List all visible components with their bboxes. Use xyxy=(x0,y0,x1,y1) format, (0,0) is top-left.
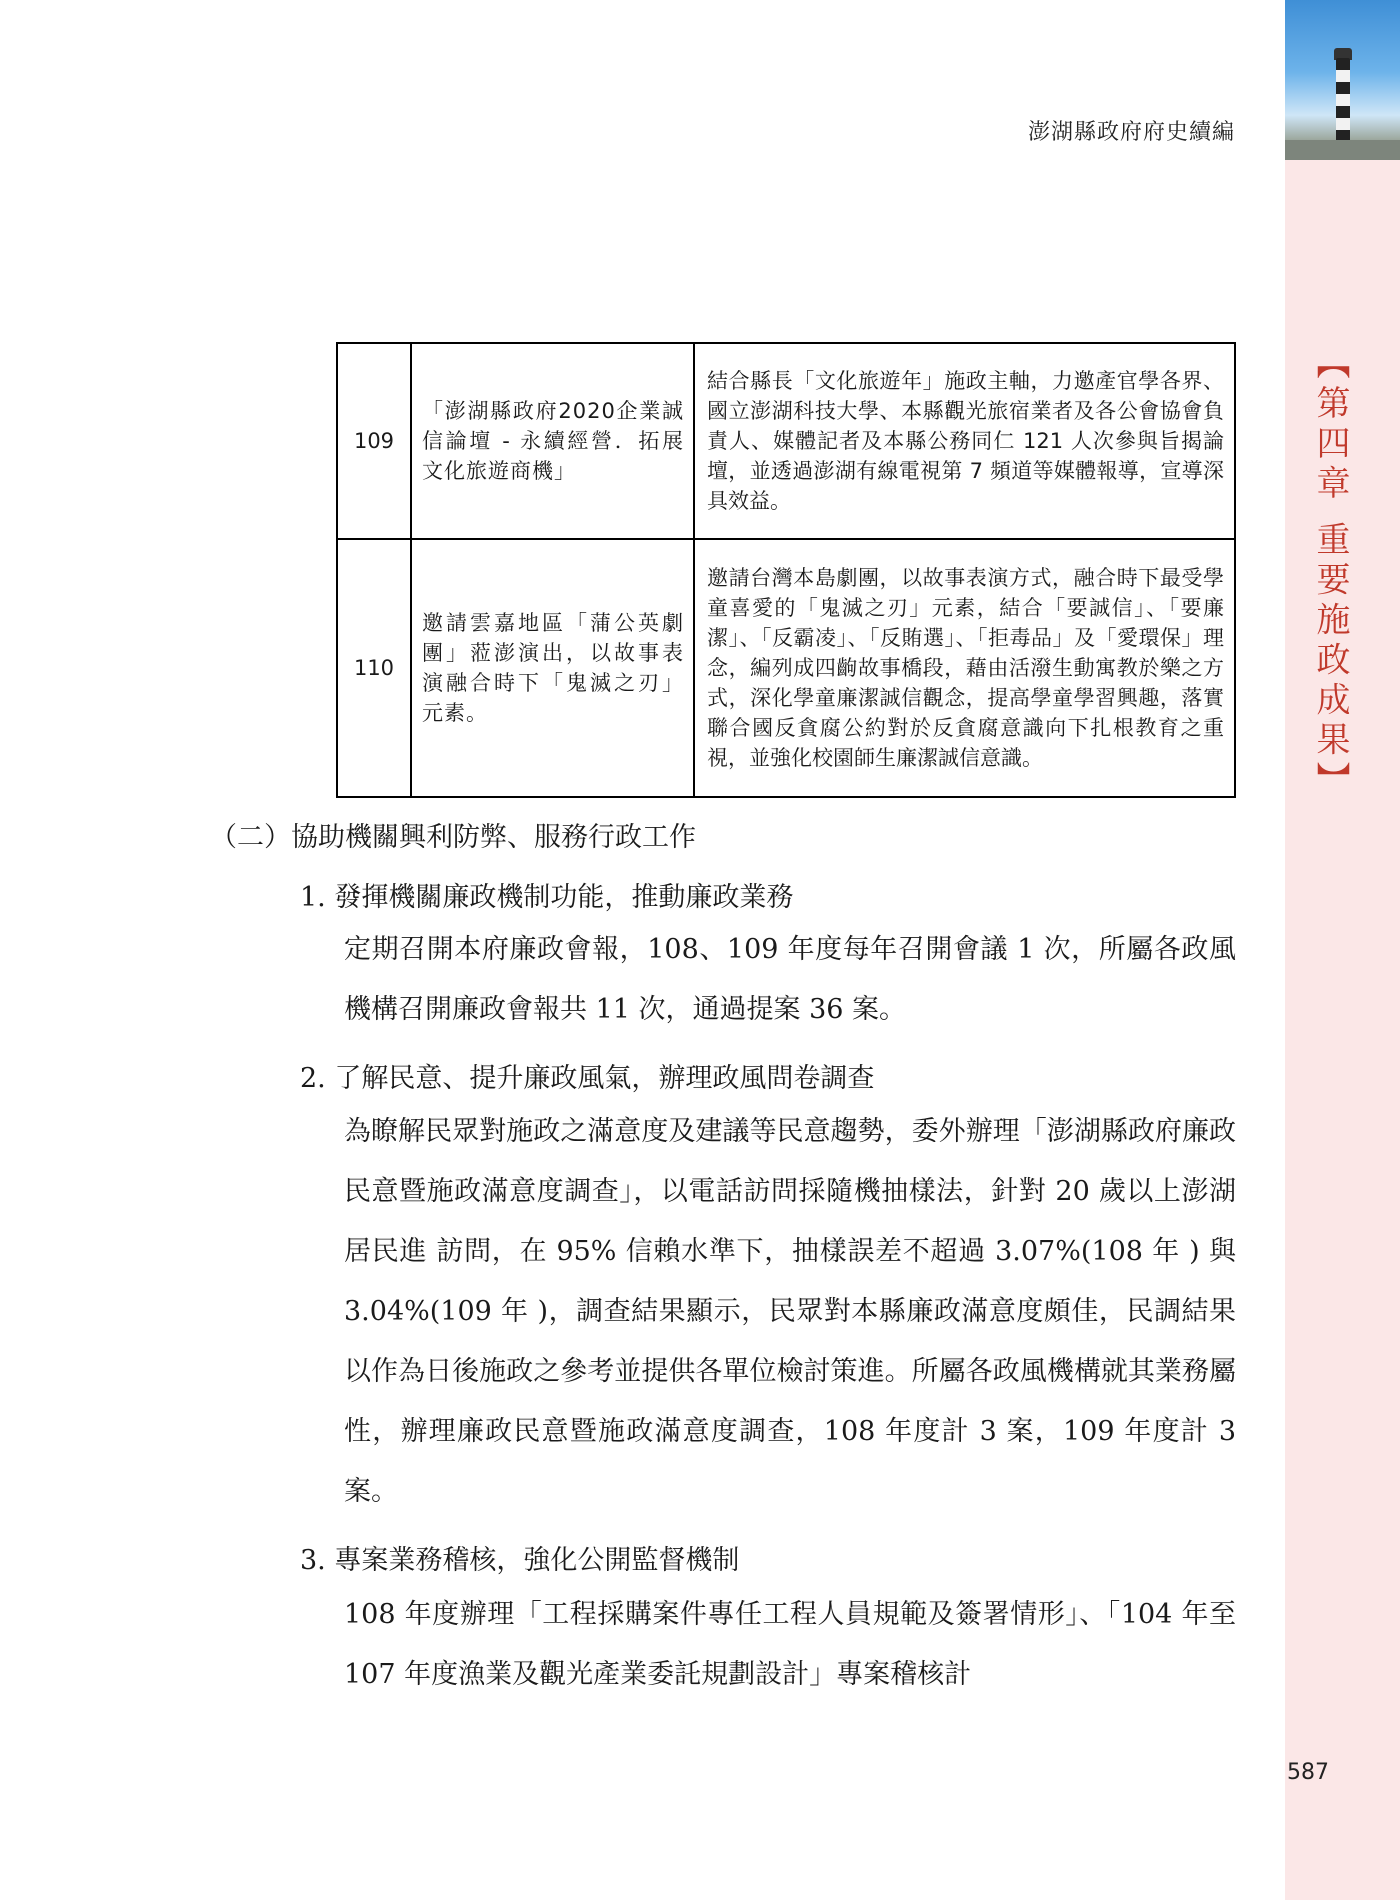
item-heading-1: 1. 發揮機關廉政機制功能，推動廉政業務 xyxy=(300,882,794,913)
description-cell: 結合縣長「文化旅遊年」施政主軸，力邀產官學各界、國立澎湖科技大學、本縣觀光旅宿業者及各公會協會負責人、媒體記者及本縣公務同仁 121 人次參與旨揭論壇，並透過澎湖有線電視第 7 頻道等媒體報導，宣導深具效益。 xyxy=(694,343,1235,539)
page-number: 587 xyxy=(1287,1760,1329,1785)
activity-cell: 「澎湖縣政府2020企業誠信論壇 - 永續經營．拓展文化旅遊商機」 xyxy=(411,343,694,539)
running-header: 澎湖縣政府府史續編 xyxy=(1027,120,1235,145)
item-paragraph-3: 108 年度辦理「工程採購案件專任工程人員規範及簽署情形」、「104 年至 107 年度漁業及觀光產業委託規劃設計」專案稽核計 xyxy=(344,1599,1236,1690)
table-row xyxy=(337,343,1235,539)
section-heading: （二）協助機關興利防弊、服務行政工作 xyxy=(210,822,696,853)
lighthouse-photo xyxy=(1285,0,1400,160)
year-cell: 110 xyxy=(337,539,411,797)
item-heading-3: 3. 專案業務稽核，強化公開監督機制 xyxy=(300,1545,740,1576)
lighthouse-tower-shape xyxy=(1336,58,1350,144)
activity-cell: 邀請雲嘉地區「蒲公英劇團」蒞澎演出，以故事表演融合時下「鬼滅之刃」元素。 xyxy=(411,539,694,797)
description-cell: 邀請台灣本島劇團，以故事表演方式，融合時下最受學童喜愛的「鬼滅之刃」元素，結合「要誠信」、「要廉潔」、「反霸凌」、「反賄選」、「拒毒品」及「愛環保」理念，編列成四齣故事橋段，藉由活潑生動寓教於樂之方式，深化學童廉潔誠信觀念，提高學童學習興趣，落實聯合國反貪腐公約對於反貪腐意識向下扎根教育之重視，並強化校園師生廉潔誠信意識。 xyxy=(694,539,1235,797)
item-paragraph-2: 為瞭解民眾對施政之滿意度及建議等民意趨勢，委外辦理「澎湖縣政府廉政民意暨施政滿意度調查」，以電話訪問採隨機抽樣法，針對 20 歲以上澎湖居民進 訪問，在 95% 信賴水準下，抽樣誤差不超過 3.07%(108 年 ) 與 3.04%(109 年 )，調查結果顯示，民眾對本縣廉政滿意度頗佳，民調結果以作為日後施政之參考並提供各單位檢討策進。所屬各政風機構就其業務屬性，辦理廉政民意暨施政滿意度調查，108 年度計 3 案，109 年度計 3 案。 xyxy=(344,1116,1236,1507)
year-cell: 109 xyxy=(337,343,411,539)
item-heading-2: 2. 了解民意、提升廉政風氣，辦理政風問卷調查 xyxy=(300,1063,875,1094)
lighthouse-ground-shape xyxy=(1285,140,1400,160)
side-margin-strip xyxy=(1285,0,1400,1900)
item-paragraph-1: 定期召開本府廉政會報，108、109 年度每年召開會議 1 次，所屬各政風機構召開廉政會報共 11 次，通過提案 36 案。 xyxy=(344,934,1236,1025)
table-row xyxy=(337,539,1235,797)
chapter-tab: 【第四章 重要施政成果】 xyxy=(1310,345,1350,802)
activity-table xyxy=(336,342,1236,798)
